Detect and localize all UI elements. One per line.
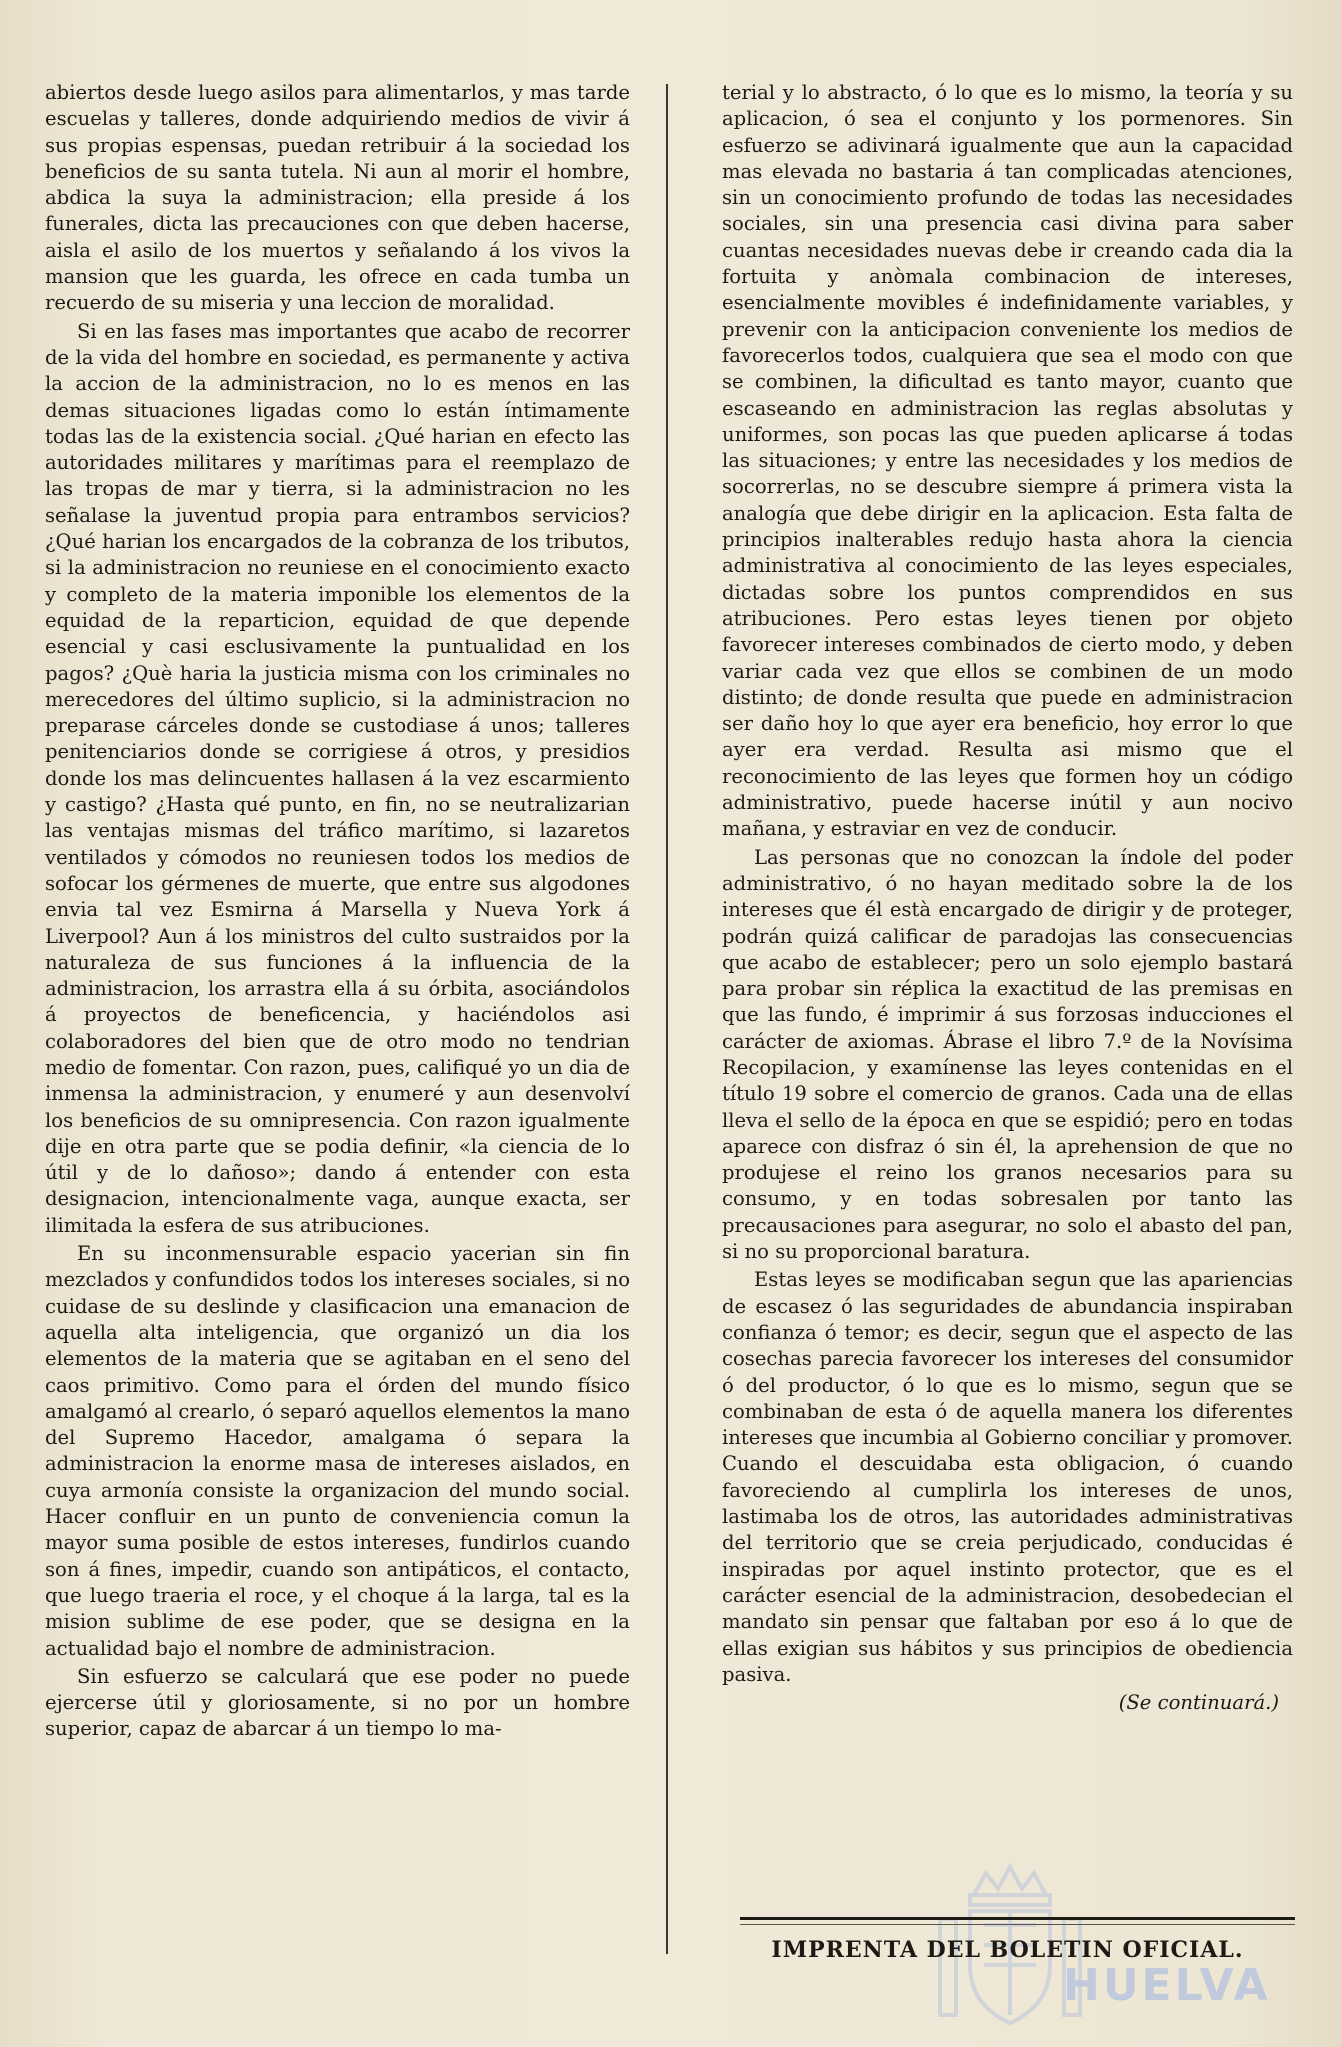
footer-rule-thin xyxy=(740,1924,1295,1925)
right-column xyxy=(722,80,1293,1718)
left-column xyxy=(45,80,630,1745)
right-paragraph-2: Las personas que no conozcan la índole del poder administrativo, ó no hayan meditado sobre la de los intereses que él està encargado de dirigir y de proteger, podrán quizá calificar de paradojas las consecuencias que acabo de establecer; pero un solo ejemplo bastará para probar sin réplica la exactitud de las premisas en que las fundo, é imprimir á sus forzosas inducciones el carácter de axiomas. Ábrase el libro 7.º de la Novísima Recopilacion, y examínense las leyes contenidas en el título 19 sobre el comercio de granos. Cada una de ellas lleva el sello de la época en que se espidió; pero en todas aparece con disfraz ó sin él, la aprehension de que no produjese el reino los granos necesarios para su consumo, y en todas sobresalen por tanto las precausaciones para asegurar, no solo el abasto del pan, si no su proporcional baratura. xyxy=(722,845,1293,1264)
column-divider xyxy=(666,84,668,1954)
right-paragraph-1: terial y lo abstracto, ó lo que es lo mismo, la teoría y su aplicacion, ó sea el conjunto y los pormenores. Sin esfuerzo se adivinará igualmente que aun la capacidad mas elevada no bastaria á tan complicadas atenciones, sin un conocimiento profundo de todas las necesidades sociales, sin una presencia casi divina para saber cuantas necesidades nuevas debe ir creando cada dia la fortuita y anòmala combinacion de intereses, esencialmente movibles é indefinidamente variables, y prevenir con la anticipacion conveniente los medios de favorecerlos todos, cualquiera que sea el modo con que se combinen, la dificultad es tanto mayor, cuanto que escaseando en administracion las reglas absolutas y uniformes, son pocas las que pueden aplicarse á todas las situaciones; y entre las necesidades y los medios de socorrerlas, no se descubre siempre á primera vista la analogía que debe dirigir en la aplicacion. Esta falta de principios inalterables redujo hasta ahora la ciencia administrativa al conocimiento de las leyes especiales, dictadas sobre los puntos comprendidos en sus atribuciones. Pero estas leyes tienen por objeto favorecer intereses combinados de cierto modo, y deben variar cada vez que ellos se combinen de un modo distinto; de donde resulta que puede en administracion ser daño hoy lo que ayer era beneficio, hoy error lo que ayer era verdad. Resulta asi mismo que el reconocimiento de las leyes que formen hoy un código administrativo, puede hacerse inútil y aun nocivo mañana, y estraviar en vez de conducir. xyxy=(722,81,1293,841)
left-paragraph-4: Sin esfuerzo se calculará que ese poder no puede ejercerse útil y gloriosamente, si no por un hombre superior, capaz de abarcar á un tiempo lo ma- xyxy=(45,1664,630,1741)
watermark-text: HUELVA xyxy=(1063,1960,1271,2011)
continuation-note: (Se continuará.) xyxy=(1118,1691,1279,1715)
footer-rule-thick xyxy=(740,1917,1295,1920)
right-paragraph-3: Estas leyes se modificaban segun que las apariencias de escasez ó las seguridades de abundancia inspiraban confianza ó temor; es decir, segun que el aspecto de las cosechas parecia favorecer los intereses del consumidor ó del productor, ó lo que es lo mismo, segun que se combinaban de esta ó de aquella manera los diferentes intereses que incumbia al Gobierno conciliar y promover. Cuando el descuidaba esta obligacion, ó cuando favoreciendo al cumplirla los intereses de unos, lastimaba los de otros, las autoridades administrativas del territorio que se creia perjudicado, conducidas é inspiradas por aquel instinto protector, que es el carácter esencial de la administracion, desobedecian el mandato sin pensar que faltaban por eso á lo que de ellas exigian sus hábitos y sus principios de obediencia pasiva. xyxy=(722,1268,1293,1686)
left-paragraph-2: Si en las fases mas importantes que acabo de recorrer de la vida del hombre en sociedad, es permanente y activa la accion de la administracion, no lo es menos en las demas situaciones ligadas como lo están íntimamente todas las de la existencia social. ¿Qué harian en efecto las autoridades militares y marítimas para el reemplazo de las tropas de mar y tierra, si la administracion no les señalase la juventud propia para entrambos servicios? ¿Qué harian los encargados de la cobranza de los tributos, si la administracion no reuniese en el conocimiento exacto y completo de la materia imponible los elementos de la equidad de la reparticion, equidad de que depende esencial y casi esclusivamente la puntualidad en los pagos? ¿Què haria la justicia misma con los criminales no merecedores del último suplicio, si la administracion no preparase cárceles donde se custodiase á unos; talleres penitenciarios donde se corrigiese á otros, y presidios donde los mas delincuentes hallasen á la vez escarmiento y castigo? ¿Hasta qué punto, en fin, no se neutralizarian las ventajas mismas del tráfico marítimo, si lazaretos ventilados y cómodos no reuniesen todos los medios de sofocar los gérmenes de muerte, que entre sus algodones envia tal vez Esmirna á Marsella y Nueva York á Liverpool? Aun á los ministros del culto sustraidos por la naturaleza de sus funciones á la influencia de la administracion, los arrastra ella á su órbita, asociándolos á proyectos de beneficencia, y haciéndolos asi colaboradores del bien que de otro modo no tendrian medio de fomentar. Con razon, pues, califiqué yo un dia de inmensa la administracion, y enumeré y aun desenvolví los beneficios de su omnipresencia. Con razon igualmente dije en otra parte que se podia definir, «la ciencia de lo útil y de lo dañoso»; dando á entender con esta designacion, intencionalmente vaga, aunque exacta, ser ilimitada la esfera de sus atribuciones. xyxy=(45,319,630,1237)
imprint-line: IMPRENTA DEL BOLETIN OFICIAL. xyxy=(771,1937,1244,1963)
left-paragraph-3: En su inconmensurable espacio yacerian sin fin mezclados y confundidos todos los intereses sociales, si no cuidase de su deslinde y clasificacion una emanacion de aquella alta inteligencia, que organizó un dia los elementos de la materia que se agitaban en el seno del caos primitivo. Como para el órden del mundo físico amalgamó al crearlo, ó separó aquellos elementos la mano del Supremo Hacedor, amalgama ó separa la administracion la enorme masa de intereses aislados, en cuya armonía consiste la organizacion del mundo social. Hacer confluir en un punto de conveniencia comun la mayor suma posible de estos intereses, fundirlos cuando son á fines, impedir, cuando son antipáticos, el contacto, que luego traeria el roce, y el choque á la larga, tal es la mision sublime de ese poder, que se designa en la actualidad bajo el nombre de administracion. xyxy=(45,1242,630,1660)
left-paragraph-1: abiertos desde luego asilos para alimentarlos, y mas tarde escuelas y talleres, donde adquiriendo medios de vivir á sus propias espensas, puedan retribuir á la sociedad los beneficios de su santa tutela. Ni aun al morir el hombre, abdica la suya la administracion; ella preside á los funerales, dicta las precauciones con que deben hacerse, aisla el asilo de los muertos y señalando á los vivos la mansion que les guarda, les ofrece en cada tumba un recuerdo de su miseria y una leccion de moralidad. xyxy=(45,81,630,315)
